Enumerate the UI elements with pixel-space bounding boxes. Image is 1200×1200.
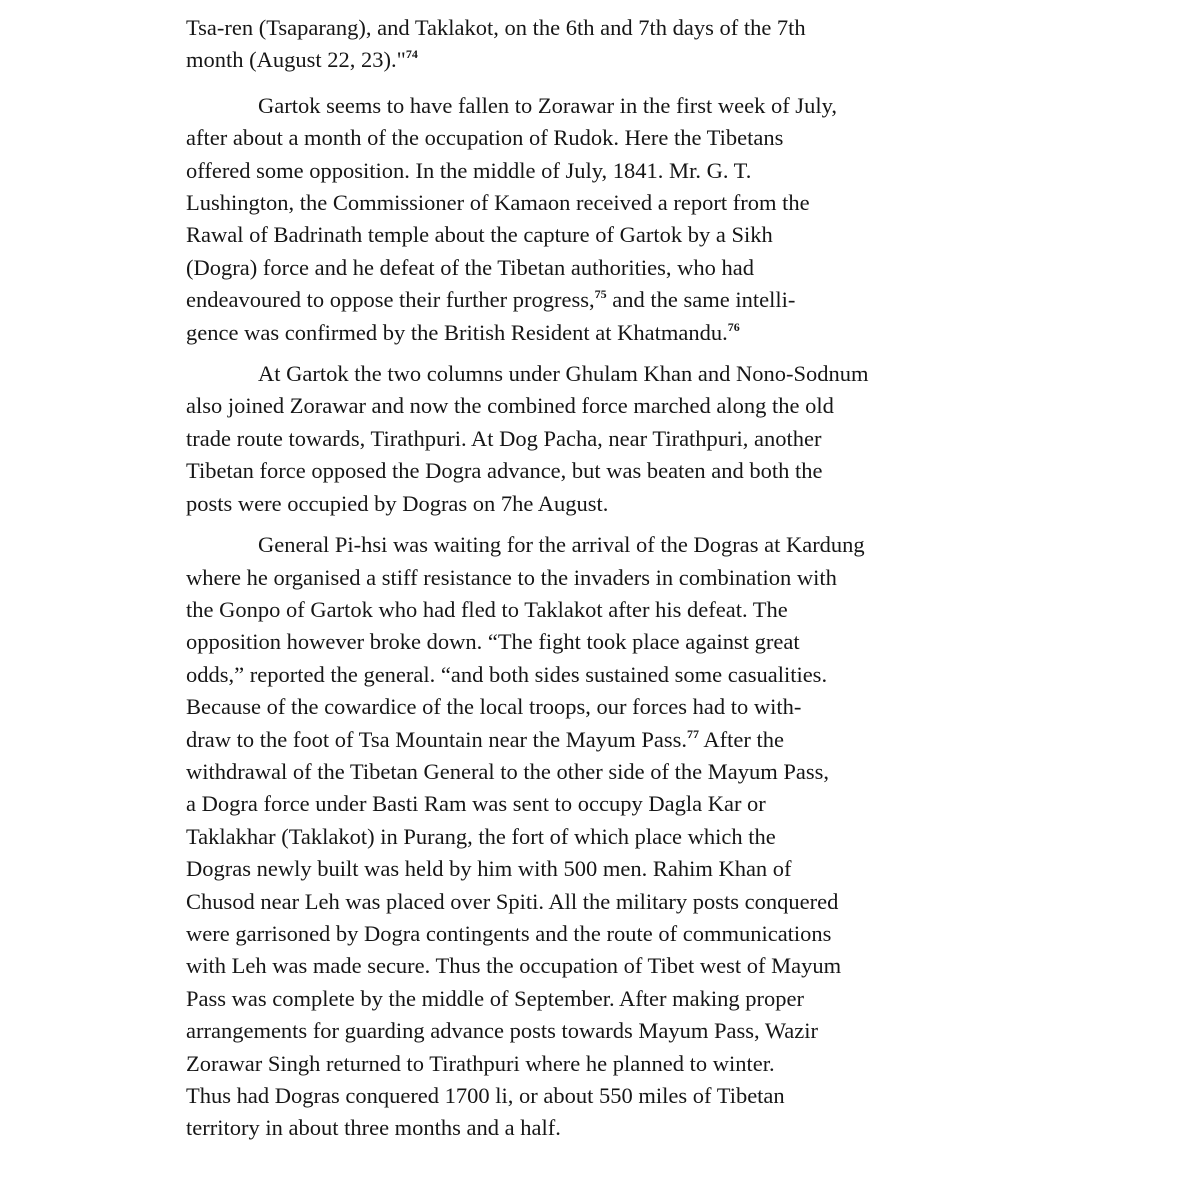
footnote-ref: 74 [405,47,418,62]
paragraph-columns-join [186,358,1026,520]
footnote-ref: 76 [727,319,740,334]
text-run: and the same intelli- gence was confirmed by the British Resident at Khatmandu. [186,287,796,345]
text-run: Tsa-ren (Tsaparang), and Taklakot, on the 6th and 7th days of the 7th month (August 22, 23)." [186,15,806,73]
paragraph-gartok-fall [186,90,1026,349]
footnote-ref: 77 [687,726,700,741]
paragraph-general-pi-hsi [186,529,1026,1145]
text-run: Gartok seems to have fallen to Zorawar in the first week of July, after about a month of the occupation of Rudok. Here the Tibetans offered some opposition. In the middle of July, 1841. Mr. G. T. Lushington, the Commissioner of Kamaon received a report from the Rawal of Badrinath temple about the capture of Gartok by a Sikh (Dogra) force and he defeat of the Tibetan authorities, who had endeavoured to oppose their further progress, [186,92,837,313]
footnote-ref: 75 [594,287,607,302]
text-run: General Pi-hsi was waiting for the arrival of the Dogras at Kardung where he organised a stiff resistance to the invaders in combination with the Gonpo of Gartok who had fled to Taklakot after his defeat. The opposition however broke down. “The fight took place against great odds,” reported the general. “and both sides sustained some casualities. Because of the cowardice of the local troops, our forces had to with- draw to the foot of Tsa Mountain near the Mayum Pass. [186,532,865,752]
text-run: At Gartok the two columns under Ghulam Khan and Nono-Sodnum also joined Zorawar and now the combined force marched along the old trade route towards, Tirathpuri. At Dog Pacha, near Tirathpuri, another Tibetan force opposed the Dogra advance, but was beaten and both the posts were occupied by Dogras on 7he August. [186,361,869,516]
document-page [186,12,1026,1145]
text-run: After the withdrawal of the Tibetan General to the other side of the Mayum Pass, a Dogra force under Basti Ram was sent to occupy Dagla Kar or Taklakhar (Taklakot) in Purang, the fort of which place which the Dogras newly built was held by him with 500 men. Rahim Khan of Chusod near Leh was placed over Spiti. All the military posts conquered were garrisoned by Dogra contingents and the route of communications with Leh was made secure. Thus the occupation of Tibet west of Mayum Pass was complete by the middle of September. After making proper arrangements for guarding advance posts towards Mayum Pass, Wazir Zorawar Singh returned to Tirathpuri where he planned to winter. Thus had Dogras conquered 1700 li, or about 550 miles of Tibetan territory in about three months and a half. [186,726,842,1141]
paragraph-continuation [186,12,1026,77]
